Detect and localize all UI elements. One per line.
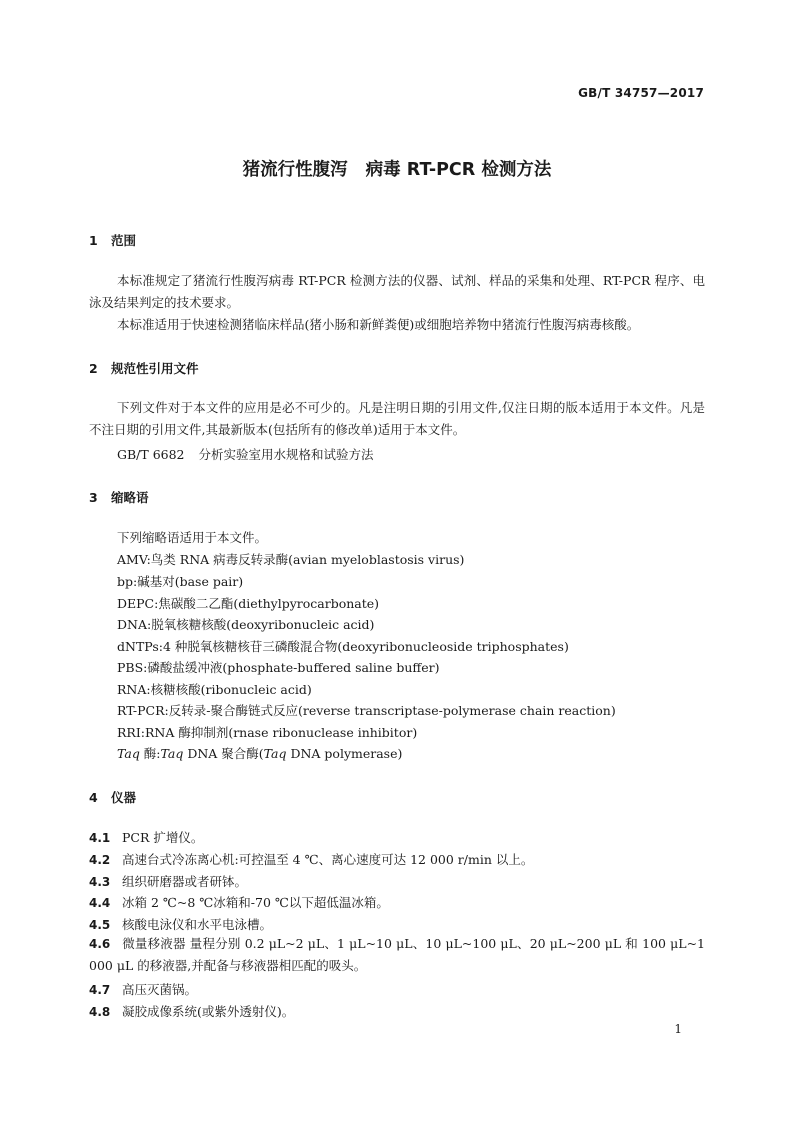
section-title: 范围 <box>111 233 137 248</box>
normative-reference <box>117 445 374 463</box>
section-4-heading <box>89 788 136 806</box>
abbreviation-item: DEPC:焦碳酸二乙酯(diethylpyrocarbonate) <box>117 596 380 611</box>
section-title: 规范性引用文件 <box>111 361 199 376</box>
equipment-item: 4.5 核酸电泳仪和水平电泳槽。 <box>89 917 273 932</box>
section-1-heading <box>89 231 136 249</box>
section-number: 3 <box>89 490 98 505</box>
section-3-heading <box>89 488 149 506</box>
section-number: 1 <box>89 233 98 248</box>
title-part-2: 病毒 RT-PCR 检测方法 <box>365 160 552 180</box>
reference-code: GB/T 6682 <box>117 447 185 462</box>
equipment-item: 4.3 组织研磨器或者研钵。 <box>89 874 248 889</box>
document-title <box>0 156 794 181</box>
section-1-paragraph-1: 本标准规定了猪流行性腹泻病毒 RT-PCR 检测方法的仪器、试剂、样品的采集和处理、RT-PCR 程序、电泳及结果判定的技术要求。 <box>89 273 705 310</box>
equipment-item: 4.4 冰箱 2 ℃~8 ℃冰箱和-70 ℃以下超低温冰箱。 <box>89 895 389 910</box>
section-title: 仪器 <box>111 790 137 805</box>
abbreviation-item: bp:碱基对(base pair) <box>117 574 244 589</box>
title-part-1: 猪流行性腹泻 <box>242 160 348 180</box>
equipment-item: 4.6 微量移液器 量程分别 0.2 μL~2 μL、1 μL~10 μL、10 μL~100 μL、20 μL~200 μL 和 100 μL~1 000 μL 的移液器,并配备与移液器相匹配的吸头。 <box>89 936 705 973</box>
abbreviation-item-taq: Taq 酶:Taq DNA 聚合酶(Taq DNA polymerase) <box>117 746 403 761</box>
abbreviation-item: AMV:鸟类 RNA 病毒反转录酶(avian myeloblastosis virus) <box>117 552 465 567</box>
reference-title: 分析实验室用水规格和试验方法 <box>198 447 374 462</box>
section-1-paragraph-2: 本标准适用于快速检测猪临床样品(猪小肠和新鲜粪便)或细胞培养物中猪流行性腹泻病毒核酸。 <box>117 317 640 332</box>
abbreviation-item: dNTPs:4 种脱氧核糖核苷三磷酸混合物(deoxyribonucleoside triphosphates) <box>117 639 569 654</box>
standard-code: GB/T 34757—2017 <box>578 86 704 100</box>
abbreviation-item: RNA:核糖核酸(ribonucleic acid) <box>117 682 312 697</box>
section-2-heading <box>89 359 199 377</box>
abbreviations-intro: 下列缩略语适用于本文件。 <box>117 530 268 545</box>
section-number: 4 <box>89 790 98 805</box>
equipment-item: 4.8 凝胶成像系统(或紫外透射仪)。 <box>89 1004 295 1019</box>
section-number: 2 <box>89 361 98 376</box>
equipment-item: 4.2 高速台式冷冻离心机:可控温至 4 ℃、离心速度可达 12 000 r/min 以上。 <box>89 852 534 867</box>
abbreviation-item: RT-PCR:反转录-聚合酶链式反应(reverse transcriptase-polymerase chain reaction) <box>117 703 616 718</box>
equipment-item: 4.1 PCR 扩增仪。 <box>89 830 204 845</box>
equipment-item: 4.7 高压灭菌锅。 <box>89 982 198 997</box>
abbreviation-item: DNA:脱氧核糖核酸(deoxyribonucleic acid) <box>117 617 375 632</box>
abbreviation-item: RRI:RNA 酶抑制剂(rnase ribonuclease inhibitor) <box>117 725 418 740</box>
abbreviation-item: PBS:磷酸盐缓冲液(phosphate-buffered saline buffer) <box>117 660 440 675</box>
section-title: 缩略语 <box>111 490 149 505</box>
section-2-paragraph-1: 下列文件对于本文件的应用是必不可少的。凡是注明日期的引用文件,仅注日期的版本适用于本文件。凡是不注日期的引用文件,其最新版本(包括所有的修改单)适用于本文件。 <box>89 400 705 437</box>
page-number: 1 <box>674 1022 682 1036</box>
